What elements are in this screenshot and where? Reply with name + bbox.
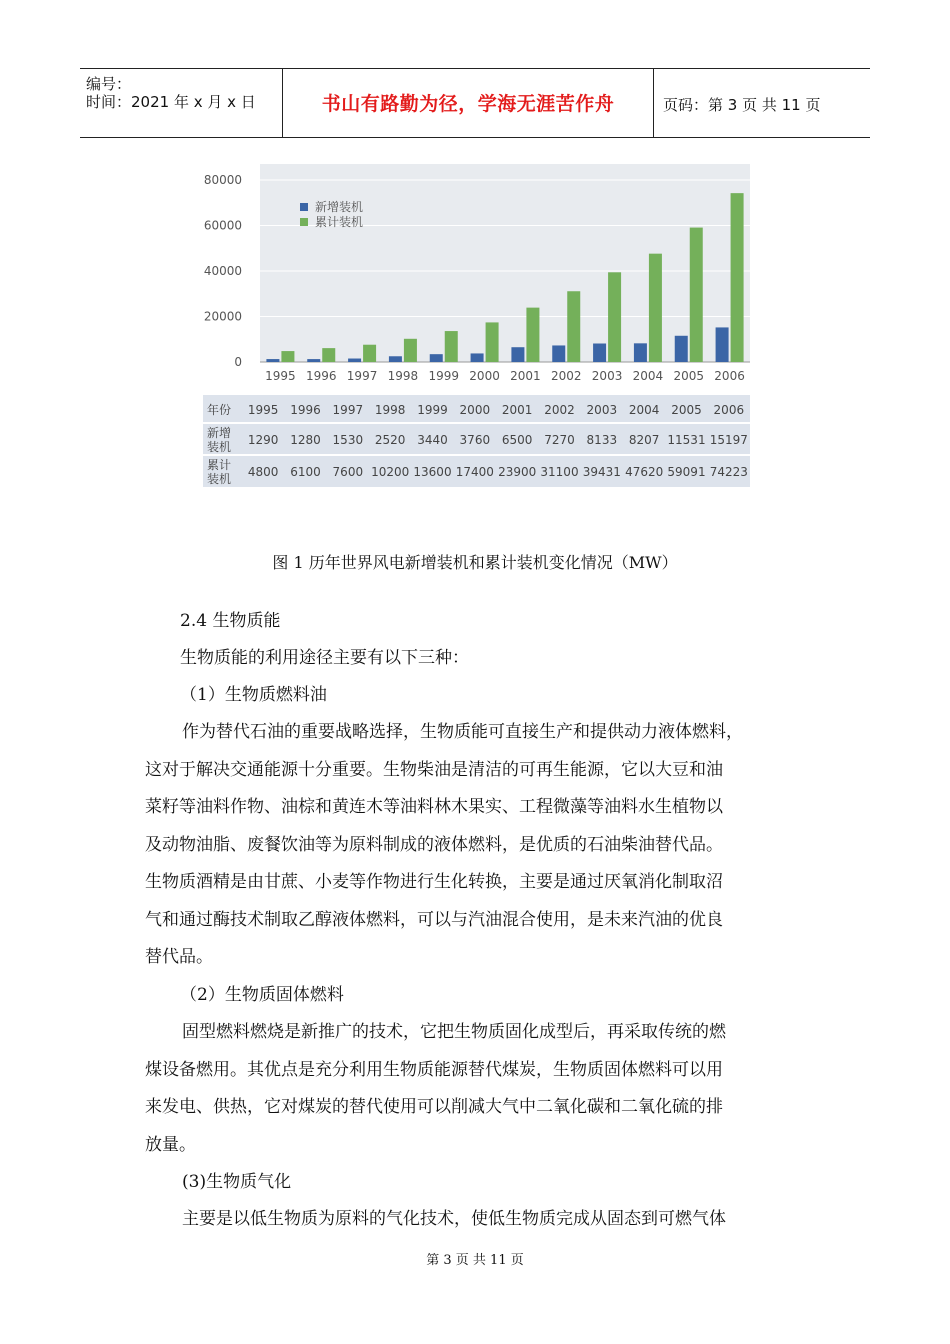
paragraph-line: 放量。	[145, 1134, 196, 1155]
bar-cumulative	[526, 308, 539, 362]
paragraph-line: 菜籽等油料作物、油棕和黄连木等油料林木果实、工程微藻等油料水生植物以	[145, 797, 723, 817]
legend-swatch	[300, 218, 308, 226]
header-motto-cell	[282, 69, 654, 137]
bar-new-installed	[266, 359, 279, 362]
bar-new-installed	[348, 359, 361, 362]
bar-new-installed	[552, 345, 565, 362]
table-cell-total: 59091	[667, 465, 706, 479]
table-cell-new: 6500	[501, 433, 533, 447]
header-page-cell	[655, 69, 870, 137]
x-tick-label: 1996	[305, 369, 337, 383]
table-cell-year: 2004	[628, 403, 660, 417]
table-row-header: 装机	[207, 472, 232, 486]
bar-cumulative	[322, 348, 335, 362]
header-meta	[80, 69, 280, 137]
bar-new-installed	[675, 336, 688, 362]
y-tick-label: 0	[234, 355, 242, 369]
bar-new-installed	[389, 356, 402, 362]
page-footer: 第 3 页 共 11 页	[426, 1253, 524, 1268]
table-cell-total: 7600	[332, 465, 364, 479]
table-cell-new: 3440	[417, 433, 448, 447]
paragraph-line: 这对于解决交通能源十分重要。生物柴油是清洁的可再生能源，它以大豆和油	[145, 759, 723, 780]
bar-cumulative	[486, 322, 499, 362]
bar-new-installed	[430, 354, 443, 362]
table-cell-year: 2003	[586, 403, 618, 417]
paragraph-line: 煤设备燃用。其优点是充分利用生物质能源替代煤炭，生物质固体燃料可以用	[145, 1059, 723, 1080]
legend-label: 新增装机	[315, 200, 364, 214]
table-cell-total: 23900	[498, 465, 537, 479]
chart-svg	[200, 150, 752, 495]
table-row-header: 年份	[207, 403, 232, 417]
table-cell-year: 1996	[290, 403, 321, 417]
legend-swatch	[300, 203, 308, 211]
bar-cumulative	[690, 228, 703, 362]
table-cell-new: 11531	[667, 433, 706, 447]
table-cell-year: 1997	[332, 403, 364, 417]
plot-area	[260, 164, 750, 362]
page-header	[80, 68, 870, 138]
x-tick-label: 2005	[673, 369, 705, 383]
bar-cumulative	[649, 254, 662, 362]
table-cell-year: 2001	[501, 403, 533, 417]
bar-new-installed	[634, 343, 647, 362]
paragraph-line: 作为替代石油的重要战略选择，生物质能可直接生产和提供动力液体燃料，	[182, 722, 743, 742]
table-cell-total: 13600	[413, 465, 452, 479]
table-row-header: 累计	[207, 458, 232, 472]
x-tick-label: 2001	[510, 369, 541, 383]
table-cell-total: 39431	[582, 465, 621, 479]
table-cell-year: 1998	[374, 403, 406, 417]
table-cell-year: 2002	[544, 403, 575, 417]
table-cell-year: 2006	[713, 403, 745, 417]
x-tick-label: 1998	[387, 369, 419, 383]
x-tick-label: 1997	[346, 369, 378, 383]
table-cell-total: 31100	[540, 465, 579, 479]
item1-title: （1）生物质燃料油	[180, 685, 327, 705]
intro-text: 生物质能的利用途径主要有以下三种：	[180, 648, 469, 668]
paragraph-line: 替代品。	[145, 947, 213, 967]
x-tick-label: 1999	[428, 369, 460, 383]
header-motto: 书山有路勤为径，学海无涯苦作舟	[321, 93, 615, 115]
x-tick-label: 2002	[550, 369, 582, 383]
bar-cumulative	[608, 272, 621, 362]
doc-number-label: 编号：	[86, 75, 132, 93]
item3-title: (3)生物质气化	[182, 1172, 292, 1192]
table-cell-new: 3760	[459, 433, 491, 447]
y-tick-label: 40000	[203, 264, 242, 278]
table-cell-new: 1530	[332, 433, 364, 447]
y-tick-label: 60000	[203, 218, 242, 233]
table-cell-new: 7270	[544, 433, 575, 447]
table-cell-new: 15197	[709, 433, 748, 447]
table-cell-total: 10200	[371, 465, 410, 479]
section-title: 2.4 生物质能	[180, 611, 281, 631]
y-tick-label: 20000	[203, 309, 242, 324]
paragraph-line: 气和通过酶技术制取乙醇液体燃料，可以与汽油混合使用，是未来汽油的优良	[145, 909, 723, 930]
bar-new-installed	[307, 359, 320, 362]
legend-label: 累计装机	[315, 215, 364, 229]
table-cell-new: 8207	[628, 433, 660, 447]
bar-cumulative	[445, 331, 458, 362]
x-tick-label: 2004	[632, 369, 664, 383]
bar-new-installed	[716, 327, 729, 362]
paragraph-line: 来发电、供热，它对煤炭的替代使用可以削减大气中二氧化碳和二氧化硫的排	[145, 1097, 723, 1117]
bar-cumulative	[731, 193, 744, 362]
table-cell-year: 1999	[417, 403, 448, 417]
table-cell-total: 6100	[290, 465, 321, 479]
table-row-header: 装机	[207, 440, 232, 454]
table-cell-total: 17400	[455, 465, 494, 479]
x-tick-label: 2006	[714, 369, 745, 383]
y-tick-label: 80000	[203, 173, 242, 187]
bar-new-installed	[511, 347, 524, 362]
table-cell-new: 2520	[374, 433, 406, 447]
x-tick-label: 2000	[469, 369, 500, 383]
table-cell-new: 1290	[247, 433, 279, 447]
header-page-label: 页码：第 3 页 共 11 页	[663, 96, 821, 114]
paragraph-line: 固型燃料燃烧是新推广的技术，它把生物质固化成型后，再采取传统的燃	[182, 1022, 726, 1042]
bar-new-installed	[471, 353, 484, 362]
doc-time-label: 时间：2021 年 x 月 x 日	[86, 93, 256, 111]
bar-cumulative	[404, 339, 417, 362]
bar-cumulative	[281, 351, 294, 362]
table-cell-year: 2000	[459, 403, 491, 417]
bar-cumulative	[567, 291, 580, 362]
bar-new-installed	[593, 343, 606, 362]
table-cell-year: 2005	[671, 403, 702, 417]
table-cell-total: 47620	[625, 465, 664, 479]
table-cell-new: 1280	[290, 433, 321, 447]
x-tick-label: 1995	[265, 369, 296, 383]
x-tick-label: 2003	[591, 369, 623, 383]
paragraph-line: 及动物油脂、废餐饮油等为原料制成的液体燃料，是优质的石油柴油替代品。	[145, 834, 723, 855]
wind-power-chart	[200, 150, 752, 495]
table-cell-total: 74223	[709, 465, 748, 479]
paragraph-line: 生物质酒精是由甘蔗、小麦等作物进行生化转换，主要是通过厌氧消化制取沼	[145, 872, 723, 892]
item3-text: 主要是以低生物质为原料的气化技术，使低生物质完成从固态到可燃气体	[182, 1209, 726, 1229]
bar-cumulative	[363, 345, 376, 362]
figure-caption: 图 1 历年世界风电新增装机和累计装机变化情况（MW）	[272, 553, 678, 572]
table-row-header: 新增	[207, 426, 232, 440]
table-cell-year: 1995	[247, 403, 279, 417]
item2-title: （2）生物质固体燃料	[180, 985, 344, 1005]
table-cell-new: 8133	[586, 433, 618, 447]
table-cell-total: 4800	[247, 465, 279, 479]
